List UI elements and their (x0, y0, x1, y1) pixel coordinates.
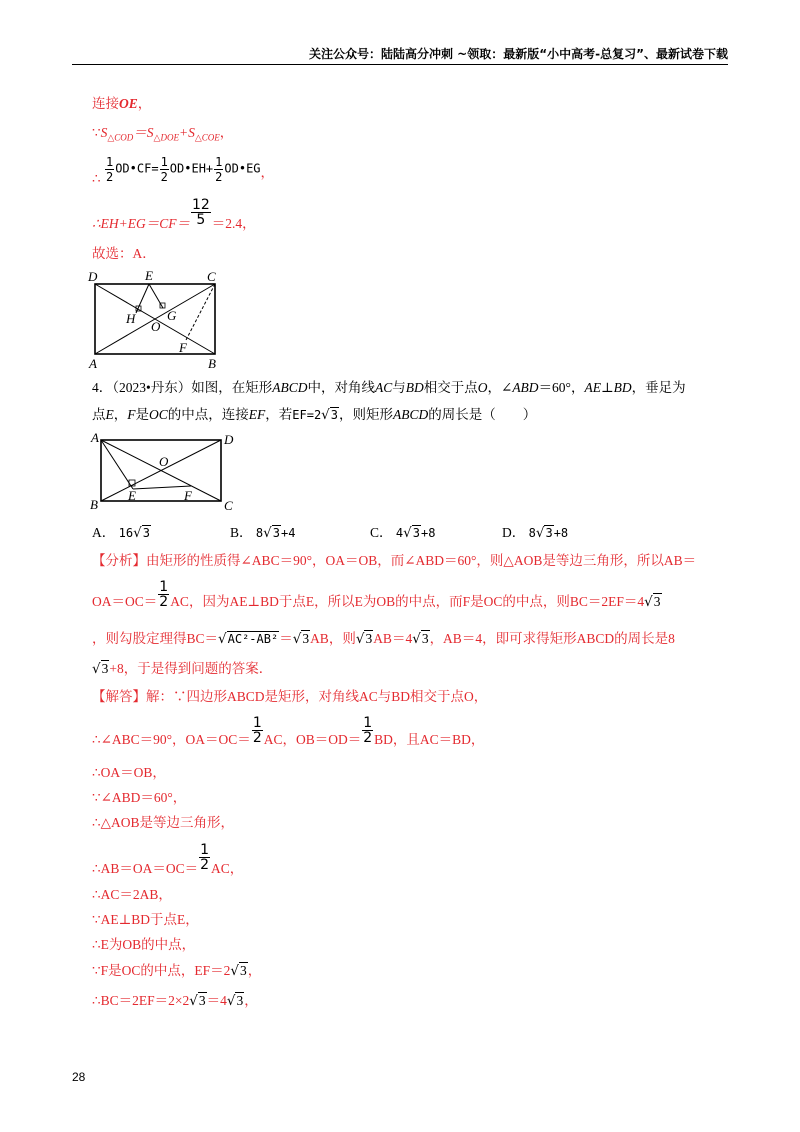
analysis-line-4: √3+8，于是得到问题的答案． (92, 661, 273, 677)
figure-rectangle-1 (86, 268, 226, 372)
solution-line-2: ∴∠ABC＝90°，OA＝OC＝ $\frac{1}{2}$ AC，OB＝OD＝ $\frac{1}{2}$ BD，且AC＝BD， (92, 715, 485, 747)
fig1-label-H: H (126, 311, 136, 326)
fig1-label-O: O (151, 319, 161, 334)
solution-line-3: ∴OA＝OB， (92, 765, 166, 780)
fig2-label-F: F (184, 488, 192, 503)
fig2-label-E: E (128, 488, 136, 503)
solution-line-9: ∴E为OB的中点， (92, 937, 196, 952)
fig2-label-B: B (90, 497, 98, 512)
solution-line-10: ∵F是OC的中点，EF＝2√3， (92, 963, 262, 979)
solution-line-8: ∵AE⊥BD于点E， (92, 912, 199, 927)
page-header: 关注公众号：陆陆高分冲刺 ~领取：最新版“小中高考-总复习”、最新试卷下载 (72, 44, 728, 65)
fig2-label-A: A (91, 430, 99, 445)
solution-line-area: $\because S_{\triangle COD}=S_{\triangle DOE}+S_{\triangle COE}$， (92, 125, 234, 143)
solution-line-1: 【解答】解：∵四边形ABCD是矩形，对角线AC与BD相交于点O， (92, 689, 488, 704)
option-d: D． 8√3+8 (502, 525, 569, 541)
analysis-line-3: ，则勾股定理得BC＝√AC²-AB²＝√3AB，则√3AB＝4√3，AB＝4，即可求得矩形ABCD的周长是8 (92, 631, 675, 647)
fig2-label-O: O (159, 454, 169, 469)
fig2-label-C: C (224, 498, 233, 513)
question-4-line-1: 4．（2023•丹东）如图，在矩形ABCD中，对角线AC与BD相交于点O，∠ABD＝60°，AE⊥BD，垂足为 (92, 380, 686, 395)
fig1-label-E: E (145, 268, 153, 283)
analysis-line-1: 【分析】由矩形的性质得∠ABC＝90°，OA＝OB，而∠ABD＝60°，则△AOB是等边三角形，所以AB＝ (92, 553, 697, 568)
analysis-line-2: OA＝OC＝ $\frac{1}{2}$ AC，因为AE⊥BD于点E，所以E为OB的中点，而F是OC的中点，则BC＝2EF＝4√3 (92, 579, 661, 610)
question-4-line-2: 点E，F是OC的中点，连接EF，若EF=2√3，则矩形ABCD的周长是（ ） (92, 407, 537, 423)
solution-line-7: ∴AC＝2AB， (92, 887, 172, 902)
solution-line-4: ∵∠ABD＝60°， (92, 790, 187, 805)
solution-line-connect: 连接OE， (92, 96, 152, 111)
fig1-label-B: B (208, 356, 216, 371)
solution-line-choice: 故选：A． (92, 246, 156, 261)
fig2-label-D: D (224, 432, 234, 447)
fig1-label-A: A (89, 356, 97, 371)
solution-line-equation: ∴ $\frac{1}{2}$ OD•CF= $\frac{1}{2}$ OD•EH+ $\frac{1}{2}$ OD•EG， (92, 155, 275, 186)
solution-line-result: ∴EH+EG＝CF＝ $\frac{12}{5}$ ＝2.4， (92, 197, 256, 231)
option-b: B． 8√3+4 (230, 525, 296, 541)
fig1-label-D: D (88, 269, 98, 284)
fig1-label-G: G (167, 308, 177, 323)
figure-rectangle-2 (86, 428, 246, 514)
fig1-label-C: C (207, 269, 216, 284)
solution-line-11: ∴BC＝2EF＝2×2√3＝4√3， (92, 993, 258, 1009)
option-c: C． 4√3+8 (370, 525, 436, 541)
fig1-label-F: F (179, 340, 187, 355)
option-a: A． 16√3 (92, 525, 150, 541)
solution-line-6: ∴AB＝OA＝OC＝ $\frac{1}{2}$ AC， (92, 842, 244, 876)
solution-line-5: ∴△AOB是等边三角形， (92, 815, 234, 830)
page-number: 28 (72, 1070, 86, 1084)
